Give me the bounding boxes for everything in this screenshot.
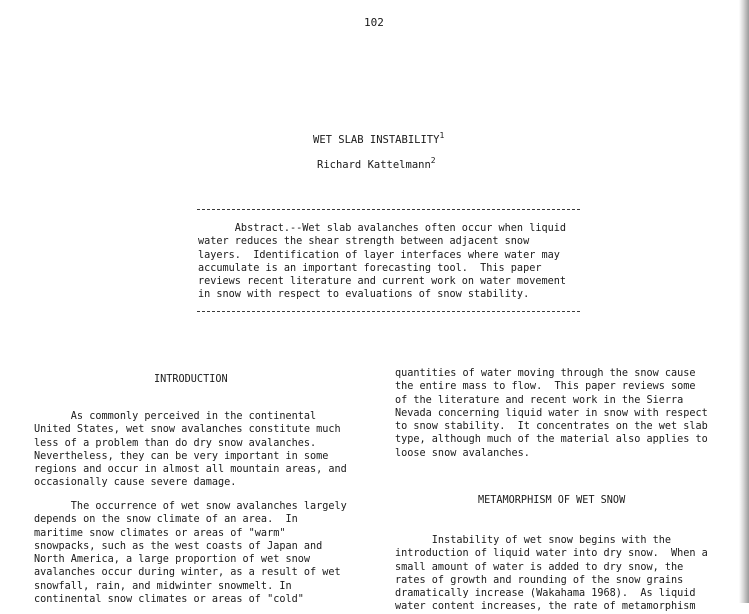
author-text: Richard Kattelmann — [317, 159, 431, 171]
author-footnote-marker: 2 — [430, 156, 436, 165]
abstract-top-rule — [197, 209, 580, 210]
introduction-paragraph-2: The occurrence of wet snow avalanches largely depends on the snow climate of an area. In maritime snow climates or areas of "warm" snowpacks, such as the west coasts of Japan and North America, a large proportion of wet snow avalanches occur during winter, as a result of wet snowfall, rain, and midwinter snowmelt. In continental snow climates or areas of "cold" — [34, 501, 347, 606]
abstract-bottom-rule — [197, 311, 580, 312]
metamorphism-heading: METAMORPHISM OF WET SNOW — [478, 495, 626, 506]
right-column-paragraph-1: quantities of water moving through the snow cause the entire mass to flow. This paper reviews some of the literature and recent work in the Sierra Nevada concerning liquid water in snow with respect to snow stability. It concentrates on the wet slab type, although much of the material also applies to loose snow avalanches. — [395, 368, 708, 459]
metamorphism-paragraph: Instability of wet snow begins with the introduction of liquid water into dry snow. When a small amount of water is added to dry snow, the rates of growth and rounding of the snow grains dramatically increase (Wakahama 1968). As liquid water content increases, the rate of metamorphism — [395, 535, 708, 613]
title-text: WET SLAB INSTABILITY — [313, 134, 440, 146]
page-edge-shadow — [739, 0, 749, 603]
introduction-paragraph-1: As commonly perceived in the continental United States, wet snow avalanches constitute much less of a problem than do dry snow avalanches. Nevertheless, they can be very important in some regions and occur in almost all mountain areas, and occasionally cause severe damage. — [34, 411, 347, 489]
title-footnote-marker: 1 — [439, 131, 445, 140]
page-number: 102 — [364, 16, 384, 29]
document-title — [313, 131, 445, 146]
abstract-paragraph: Abstract.--Wet slab avalanches often occur when liquid water reduces the shear strength between adjacent snow layers. Identification of layer interfaces where water may accumulate is an important forecasting tool. This paper reviews recent literature and current work on water movement in snow with respect to evaluations of snow stability. — [198, 223, 567, 301]
author-line — [317, 156, 436, 171]
introduction-heading: INTRODUCTION — [154, 374, 228, 385]
